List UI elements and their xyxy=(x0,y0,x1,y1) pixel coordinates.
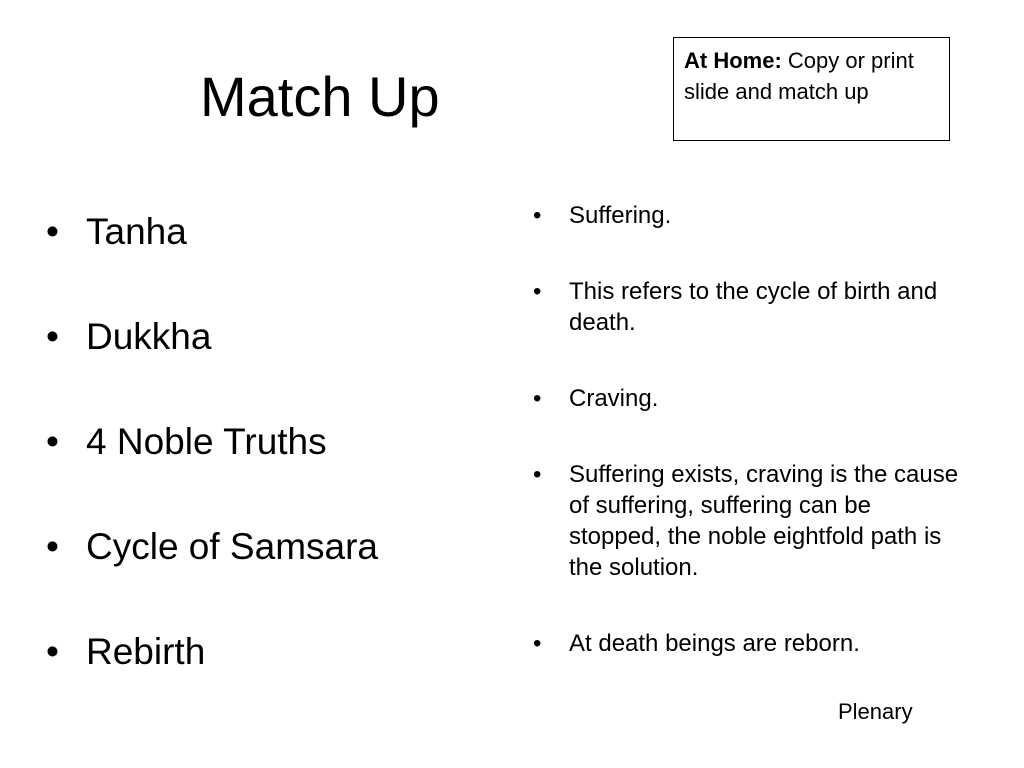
term-label: Tanha xyxy=(86,211,187,252)
term-label: Rebirth xyxy=(86,631,206,672)
definition-text: This refers to the cycle of birth and death. xyxy=(569,278,938,336)
term-label: Dukkha xyxy=(86,316,212,357)
note-text: Copy or print slide and match up xyxy=(684,48,914,104)
bullet-icon: • xyxy=(533,630,542,657)
term-item xyxy=(46,415,378,469)
bullet-icon: • xyxy=(46,316,59,357)
bullet-icon: • xyxy=(46,211,59,252)
definition-text: At death beings are reborn. xyxy=(569,630,860,657)
bullet-icon: • xyxy=(46,631,59,672)
bullet-icon: • xyxy=(533,385,542,412)
definition-item xyxy=(533,383,963,414)
definition-text: Suffering exists, craving is the cause of suffering, suffering can be stopped, the noble eightfold path is the solution. xyxy=(569,461,959,581)
term-item xyxy=(46,205,378,259)
bullet-icon: • xyxy=(533,461,542,488)
plenary-label: Plenary xyxy=(838,699,913,724)
bullet-icon: • xyxy=(46,526,59,567)
definition-item xyxy=(533,200,963,231)
term-label: Cycle of Samsara xyxy=(86,526,378,567)
terms-list xyxy=(46,205,378,730)
definition-item xyxy=(533,628,963,659)
definition-text: Craving. xyxy=(569,385,659,412)
definition-item xyxy=(533,459,963,583)
term-item xyxy=(46,310,378,364)
definition-text: Suffering. xyxy=(569,202,672,229)
term-item xyxy=(46,625,378,679)
at-home-note-box xyxy=(673,37,950,141)
definitions-list xyxy=(533,200,963,704)
bullet-icon: • xyxy=(46,421,59,462)
definition-item xyxy=(533,276,963,338)
term-item xyxy=(46,520,378,574)
bullet-icon: • xyxy=(533,278,542,305)
term-label: 4 Noble Truths xyxy=(86,421,327,462)
note-bold-label: At Home: xyxy=(684,48,782,73)
slide-title: Match Up xyxy=(200,65,440,128)
bullet-icon: • xyxy=(533,202,542,229)
